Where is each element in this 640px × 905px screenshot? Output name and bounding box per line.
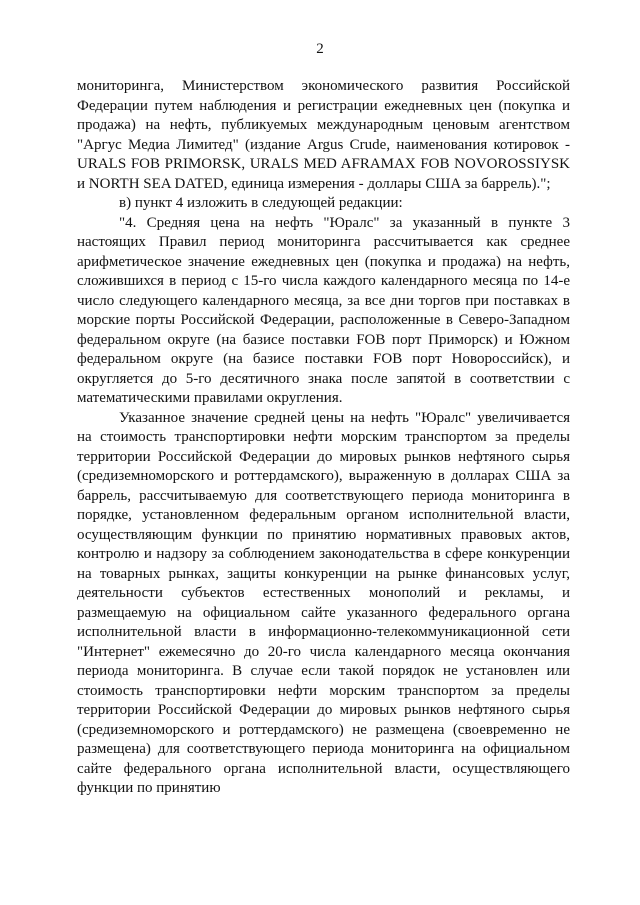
page-number: 2 (316, 41, 324, 57)
document-body (77, 77, 570, 799)
paragraph-subitem-v: в) пункт 4 изложить в следующей редакции: (119, 195, 403, 211)
paragraph-item-4: "4. Средняя цена на нефть "Юралс" за указанный в пункте 3 настоящих Правил период мониторинга рассчитывается как среднее арифметическое значение ежедневных цен (покупка и продажа) на нефть, сложившихся в период с 15-го числа каждого календарного месяца по 14-е число следующего календарного месяца, за все дни торгов при поставках в морские порты Российской Федерации, расположенные в Северо-Западном федеральном округе (на базисе поставки FOB порт Приморск) и Южном федеральном округе (на базисе поставки FOB порт Новороссийск), и округляется до 5-го десятичного знака после запятой в соответствии с математическими правилами округления. (77, 214, 570, 406)
paragraph-continuation: мониторинга, Министерством экономического развития Российской Федерации путем наблюдения и регистрации ежедневных цен (покупка и продажа) на нефть, публикуемых международным ценовым агентством "Аргус Медиа Лимитед" (издание Argus Crude, наименования котировок - URALS FOB PRIMORSK, URALS MED AFRAMAX FOB NOVOROSSIYSK и NORTH SEA DATED, единица измерения - доллары США за баррель)."; (77, 78, 570, 192)
paragraph-price-increase: Указанное значение средней цены на нефть "Юралс" увеличивается на стоимость транспортировки нефти морским транспортом за пределы территории Российской Федерации до мировых рынков нефтяного сырья (средиземноморского и роттердамского), выраженную в долларах США за баррель, рассчитываемую для соответствующего периода мониторинга в порядке, установленном федеральным органом исполнительной власти, осуществляющим функции по принятию нормативных правовых актов, контролю и надзору за соблюдением законодательства в сфере конкуренции на товарных рынках, защиты конкуренции на рынке финансовых услуг, деятельности субъектов естественных монополий и рекламы, и размещаемую на официальном сайте указанного федерального органа исполнительной власти в информационно-телекоммуникационной сети "Интернет" ежемесячно до 20-го числа календарного месяца окончания периода мониторинга. В случае если такой порядок не установлен или стоимость транспортировки нефти морским транспортом за пределы территории Российской Федерации до мировых рынков нефтяного сырья (средиземноморского и роттердамского) не размещена (своевременно не размещена) для соответствующего периода мониторинга на официальном сайте федерального органа исполнительной власти, осуществляющего функции по принятию (77, 409, 570, 796)
